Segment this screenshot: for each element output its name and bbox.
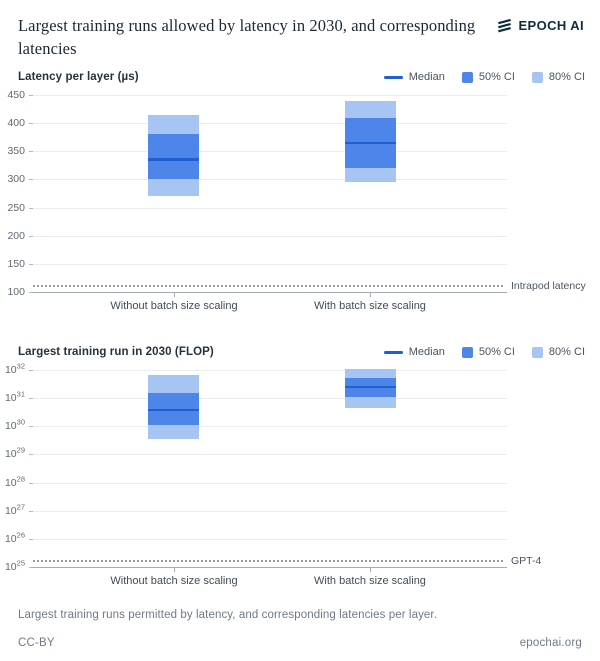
y-tick-mark: [29, 179, 33, 180]
median-line: [148, 158, 199, 161]
y-tick-label: $10^{25}$: [4, 558, 25, 573]
y-tick-mark: [29, 426, 33, 427]
y-gridline: [33, 426, 507, 427]
legend-latency: [384, 71, 585, 83]
legend-label-ci50: 50% CI: [478, 346, 515, 358]
y-tick-label: 100: [7, 286, 25, 298]
figure-caption: Largest training runs permitted by latency, and corresponding latencies per layer.: [18, 609, 438, 621]
legend-item-ci50: [462, 346, 515, 358]
epoch-ai-logo: [496, 17, 584, 34]
epoch-logo-text: EPOCH AI: [518, 18, 584, 33]
legend-label-median: Median: [408, 71, 445, 83]
y-tick-label: $10^{27}$: [4, 502, 25, 517]
y-gridline: [33, 370, 507, 371]
y-tick-label: $10^{29}$: [4, 445, 25, 460]
y-tick-mark: [29, 123, 33, 124]
y-gridline: [33, 95, 507, 96]
legend-item-ci80: [532, 71, 585, 83]
legend-label-median: Median: [408, 346, 445, 358]
legend-label-ci50: 50% CI: [478, 71, 515, 83]
x-axis-line: [33, 292, 507, 293]
y-gridline: [33, 208, 507, 209]
x-axis-label: With batch size scaling: [314, 575, 426, 587]
y-gridline: [33, 454, 507, 455]
y-gridline: [33, 264, 507, 265]
ci50-band: [148, 134, 199, 179]
median-line: [345, 386, 396, 389]
figure-header: [18, 14, 584, 61]
annotation-label: Intrapod latency: [511, 279, 586, 292]
figure-title: Largest training runs allowed by latency in 2030, and corresponding latencies: [18, 16, 476, 59]
x-axis-line: [33, 567, 507, 568]
site-link[interactable]: epochai.org: [519, 637, 582, 649]
y-gridline: [33, 151, 507, 152]
y-tick-label: $10^{28}$: [4, 474, 25, 489]
legend-item-ci80: [532, 346, 585, 358]
y-tick-label: 300: [7, 173, 25, 185]
legend-label-ci80: 80% CI: [548, 346, 585, 358]
y-gridline: [33, 236, 507, 237]
x-axis-label: With batch size scaling: [314, 300, 426, 312]
legend-label-ci80: 80% CI: [548, 71, 585, 83]
ci80-swatch: [532, 347, 543, 358]
panel-title-latency: Latency per layer (µs): [18, 71, 139, 83]
x-axis-label: Without batch size scaling: [110, 575, 238, 587]
y-tick-mark: [29, 208, 33, 209]
panel-title-flop: Largest training run in 2030 (FLOP): [18, 346, 214, 358]
ci50-swatch: [462, 72, 473, 83]
median-line: [345, 142, 396, 145]
y-tick-label: 400: [7, 117, 25, 129]
y-tick-mark: [29, 95, 33, 96]
y-tick-label: 250: [7, 202, 25, 214]
y-gridline: [33, 483, 507, 484]
y-tick-mark: [29, 151, 33, 152]
y-tick-mark: [29, 539, 33, 540]
y-tick-mark: [29, 398, 33, 399]
legend-flop: [384, 346, 585, 358]
y-tick-label: $10^{32}$: [4, 361, 25, 376]
y-tick-label: 450: [7, 89, 25, 101]
y-gridline: [33, 398, 507, 399]
y-tick-label: 150: [7, 258, 25, 270]
y-tick-label: $10^{31}$: [4, 389, 25, 404]
y-gridline: [33, 539, 507, 540]
ci50-swatch: [462, 347, 473, 358]
annotation-dotted-line: [33, 560, 503, 562]
figure-footer: [18, 637, 582, 649]
y-tick-label: 200: [7, 230, 25, 242]
x-axis-label: Without batch size scaling: [110, 300, 238, 312]
ci80-swatch: [532, 72, 543, 83]
panel-header-flop: [18, 344, 585, 360]
y-tick-mark: [29, 483, 33, 484]
y-gridline: [33, 511, 507, 512]
median-line-swatch: [384, 76, 403, 79]
y-gridline: [33, 179, 507, 180]
y-tick-label: $10^{30}$: [4, 417, 25, 432]
median-line: [148, 409, 199, 412]
y-tick-mark: [29, 370, 33, 371]
y-tick-mark: [29, 454, 33, 455]
y-tick-mark: [29, 264, 33, 265]
legend-item-median: [384, 346, 445, 358]
median-line-swatch: [384, 351, 403, 354]
panel-header-latency: [18, 69, 585, 85]
legend-item-ci50: [462, 71, 515, 83]
epoch-logo-icon: [496, 17, 513, 34]
y-tick-label: $10^{26}$: [4, 530, 25, 545]
y-gridline: [33, 123, 507, 124]
annotation-dotted-line: [33, 285, 503, 287]
license-label: CC-BY: [18, 637, 55, 649]
legend-item-median: [384, 71, 445, 83]
y-tick-label: 350: [7, 145, 25, 157]
y-tick-mark: [29, 511, 33, 512]
y-tick-mark: [29, 236, 33, 237]
annotation-label: GPT-4: [511, 555, 542, 568]
